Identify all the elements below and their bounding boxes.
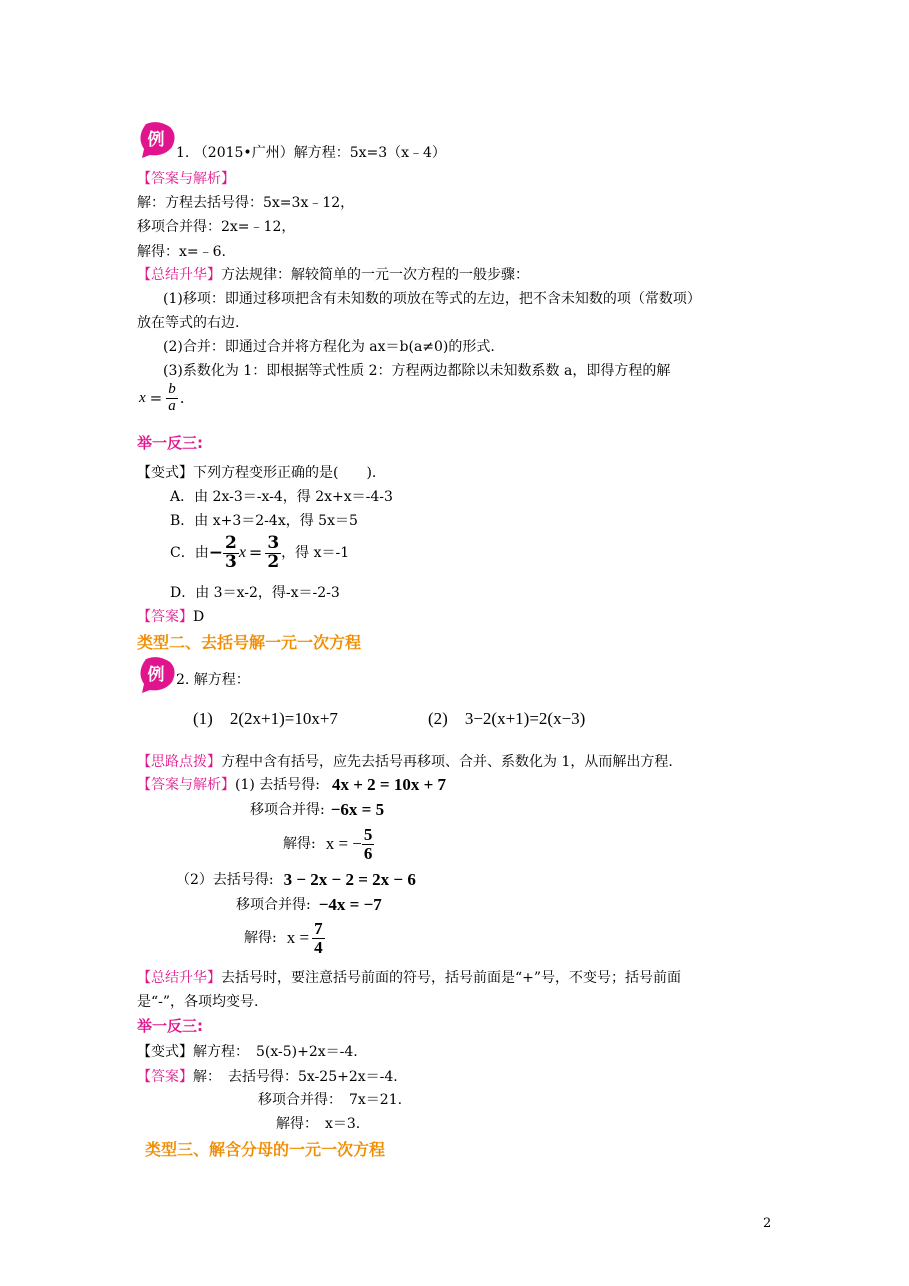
solution-2-line-3: 解得: x = $\frac{7}{4}$ [244,919,323,957]
step-2: (2)合并：即通过合并将方程化为 ax＝b(a≠0)的形式. [163,339,495,355]
solution-line: 解得：x=﹣6. [137,244,226,260]
summary-text: 方法规律：解较简单的一元一次方程的一般步骤： [221,267,529,283]
step-3-formula: x = $\frac{b}{a}$ . [139,381,185,414]
variant-tag: 【变式】 [137,465,193,481]
variant-question: 【变式】下列方程变形正确的是( ). [137,465,377,481]
example-badge-icon [136,121,176,159]
fraction-3-2: $\frac{3}{2}$ [267,533,280,572]
fraction-5-6: $\frac{5}{6}$ [363,825,373,863]
option-b: B．由 x+3＝2-4x，得 5x＝5 [170,513,358,529]
hint-line: 【思路点拨】方程中含有括号，应先去括号再移项、合并、系数化为 1，从而解出方程. [137,754,673,770]
section-heading-type-2: 类型二、去括号解一元一次方程 [137,633,362,652]
page-number: 2 [763,1216,772,1231]
answer-tag: 【答案与解析】 [137,171,235,187]
step-1: (1)移项：即通过移项把含有未知数的项放在等式的左边，把不含未知数的项（常数项） [163,291,701,307]
summary-2-line-2: 是“-”，各项均变号. [137,994,259,1010]
solution-1-line-2: 移项合并得: −6x = 5 [250,800,385,819]
example-badge-char: 例 [147,665,165,685]
variant-2-answer-line-1: 【答案】解： 去括号得：5x-25+2x＝-4. [137,1069,398,1085]
example-badge-char: 例 [147,130,165,150]
variant-2-question: 【变式】解方程： 5(x-5)+2x＝-4. [137,1044,358,1060]
practice-heading: 举一反三: [137,1017,203,1035]
practice-heading: 举一反三: [137,434,203,452]
step-3: (3)系数化为 1：即根据等式性质 2：方程两边都除以未知数系数 a，即得方程的解 [163,363,671,379]
step-1-cont: 放在等式的右边. [137,315,240,331]
option-a: A．由 2x-3＝-x-4，得 2x+x＝-4-3 [170,489,393,505]
equation-2: (2) 3−2(x+1)=2(x−3) [428,709,586,728]
option-d: D．由 3＝x-2，得-x＝-2-3 [170,585,340,601]
example-badge-icon [136,656,176,694]
solution-line: 解：方程去括号得：5x=3x﹣12， [137,195,355,211]
summary-2-line-1: 【总结升华】去括号时，要注意括号前面的符号，括号前面是“+”号，不变号；括号前面 [137,970,682,986]
option-c: C．由 − $\frac{2}{3}$ x = $\frac{3}{2}$ ，得 x＝-1 [170,533,350,572]
example-1-question: 1. （2015•广州）解方程：5x=3（x﹣4） [176,145,446,161]
summary-tag: 【总结升华】 [137,267,221,283]
example-2-question: 2. 解方程： [176,672,250,688]
variant-2-answer-line-2: 移项合并得： 7x＝21. [258,1092,403,1108]
fraction-2-3: $\frac{2}{3}$ [224,533,237,572]
solution-1-line-1: 【答案与解析】 (1) 去括号得: 4x + 2 = 10x + 7 [137,775,447,794]
solution-2-line-1: （2）去括号得: 3 − 2x − 2 = 2x − 6 [176,870,416,889]
variant-2-answer-line-3: 解得： x＝3. [276,1116,361,1132]
fraction-7-4: $\frac{7}{4}$ [314,919,323,957]
summary-line [137,265,529,285]
fraction-b-over-a: $\frac{b}{a}$ [168,381,176,414]
solution-1-line-3: 解得: x = − $\frac{5}{6}$ [283,825,373,863]
solution-2-line-2: 移项合并得: −4x = −7 [236,895,382,914]
variant-answer: 【答案】D [137,609,205,625]
equation-1: (1) 2(2x+1)=10x+7 [193,709,338,728]
section-heading-type-3: 类型三、解含分母的一元一次方程 [145,1140,386,1159]
solution-line: 移项合并得：2x=﹣12， [137,219,296,235]
